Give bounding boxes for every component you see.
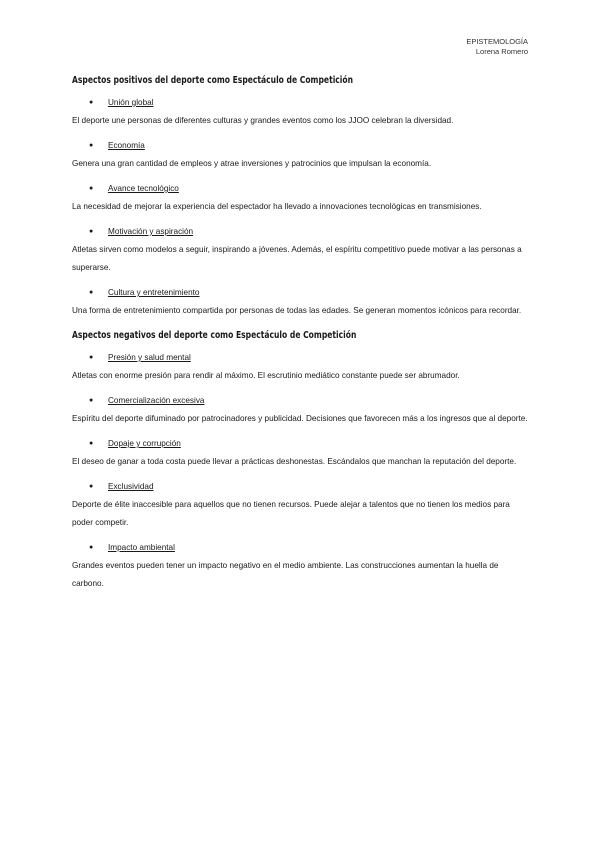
list-item xyxy=(72,539,530,593)
item-text: Atletas sirven como modelos a seguir, inspirando a jóvenes. Además, el espíritu competitivo puede motivar a las personas a superarse. xyxy=(72,245,522,272)
list-item xyxy=(72,435,530,471)
list-item xyxy=(72,349,530,385)
item-text: Una forma de entretenimiento compartida por personas de todas las edades. Se generan momentos icónicos para recordar. xyxy=(72,306,522,315)
item-text: Genera una gran cantidad de empleos y atrae inversiones y patrocinios que impulsan la economía. xyxy=(72,159,432,168)
bullet-icon: ● xyxy=(89,440,94,447)
item-heading: Cultura y entretenimiento xyxy=(108,288,200,297)
item-heading: Comercialización excesiva xyxy=(108,396,205,405)
list-item xyxy=(72,223,530,277)
item-text: El deseo de ganar a toda costa puede llevar a prácticas deshonestas. Escándalos que manchan la reputación del deporte. xyxy=(72,457,517,466)
bullet-icon: ● xyxy=(89,185,94,192)
bullet-icon: ● xyxy=(89,289,94,296)
item-heading: Exclusividad xyxy=(108,482,154,491)
item-heading: Motivación y aspiración xyxy=(108,227,194,236)
header-subject: EPISTEMOLOGÍA xyxy=(466,37,528,46)
item-heading: Dopaje y corrupción xyxy=(108,439,181,448)
bullet-icon: ● xyxy=(89,99,94,106)
list-item xyxy=(72,478,530,532)
list-item xyxy=(72,180,530,216)
section-negative xyxy=(72,327,530,593)
bullet-icon: ● xyxy=(89,397,94,404)
header-author: Lorena Romero xyxy=(475,47,528,56)
section-positive xyxy=(72,72,530,320)
item-heading: Unión global xyxy=(108,98,154,107)
item-heading: Presión y salud mental xyxy=(108,353,191,362)
item-heading: Avance tecnológico xyxy=(108,184,179,193)
bullet-icon: ● xyxy=(89,354,94,361)
item-text: La necesidad de mejorar la experiencia del espectador ha llevado a innovaciones tecnológicas en transmisiones. xyxy=(72,202,482,211)
item-heading: Economía xyxy=(108,141,145,150)
item-text: Deporte de élite inaccesible para aquellos que no tienen recursos. Puede alejar a talentos que no tienen los medios para poder competir. xyxy=(72,500,510,527)
bullet-icon: ● xyxy=(89,228,94,235)
list-item xyxy=(72,284,530,320)
list-item xyxy=(72,137,530,173)
bullet-icon: ● xyxy=(89,483,94,490)
list-item xyxy=(72,392,530,428)
section-title: Aspectos negativos del deporte como Espectáculo de Competición xyxy=(72,330,357,341)
list-item xyxy=(72,94,530,130)
item-text: El deporte une personas de diferentes culturas y grandes eventos como los JJOO celebran la diversidad. xyxy=(72,116,454,125)
item-heading: Impacto ambiental xyxy=(108,543,175,552)
bullet-icon: ● xyxy=(89,544,94,551)
item-text: Atletas con enorme presión para rendir al máximo. El escrutinio mediático constante puede ser abrumador. xyxy=(72,371,460,380)
item-text: Espíritu del deporte difuminado por patrocinadores y publicidad. Decisiones que favorecen más a los ingresos que al deporte. xyxy=(72,414,528,423)
bullet-icon: ● xyxy=(89,142,94,149)
document-body xyxy=(72,72,530,600)
item-text: Grandes eventos pueden tener un impacto negativo en el medio ambiente. Las construcciones aumentan la huella de carbono. xyxy=(72,561,499,588)
section-title: Aspectos positivos del deporte como Espectáculo de Competición xyxy=(72,75,354,86)
page-header xyxy=(466,37,528,57)
